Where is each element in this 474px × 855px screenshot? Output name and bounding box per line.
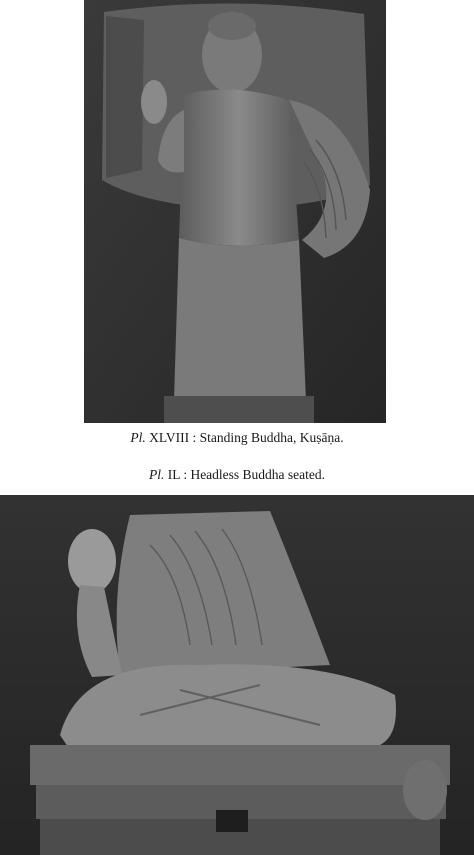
standing-buddha-photo [84,0,386,423]
plate-caption-text: IL : Headless Buddha seated. [164,467,326,482]
plate-caption-xlviii [0,430,474,446]
plate-caption-text: XLVIII : Standing Buddha, Kuṣāṇa. [145,430,344,445]
plate-prefix: Pl. [130,430,146,445]
plate-prefix: Pl. [148,467,165,482]
headless-seated-buddha-photo [0,495,474,855]
plate-caption-il [0,467,474,483]
